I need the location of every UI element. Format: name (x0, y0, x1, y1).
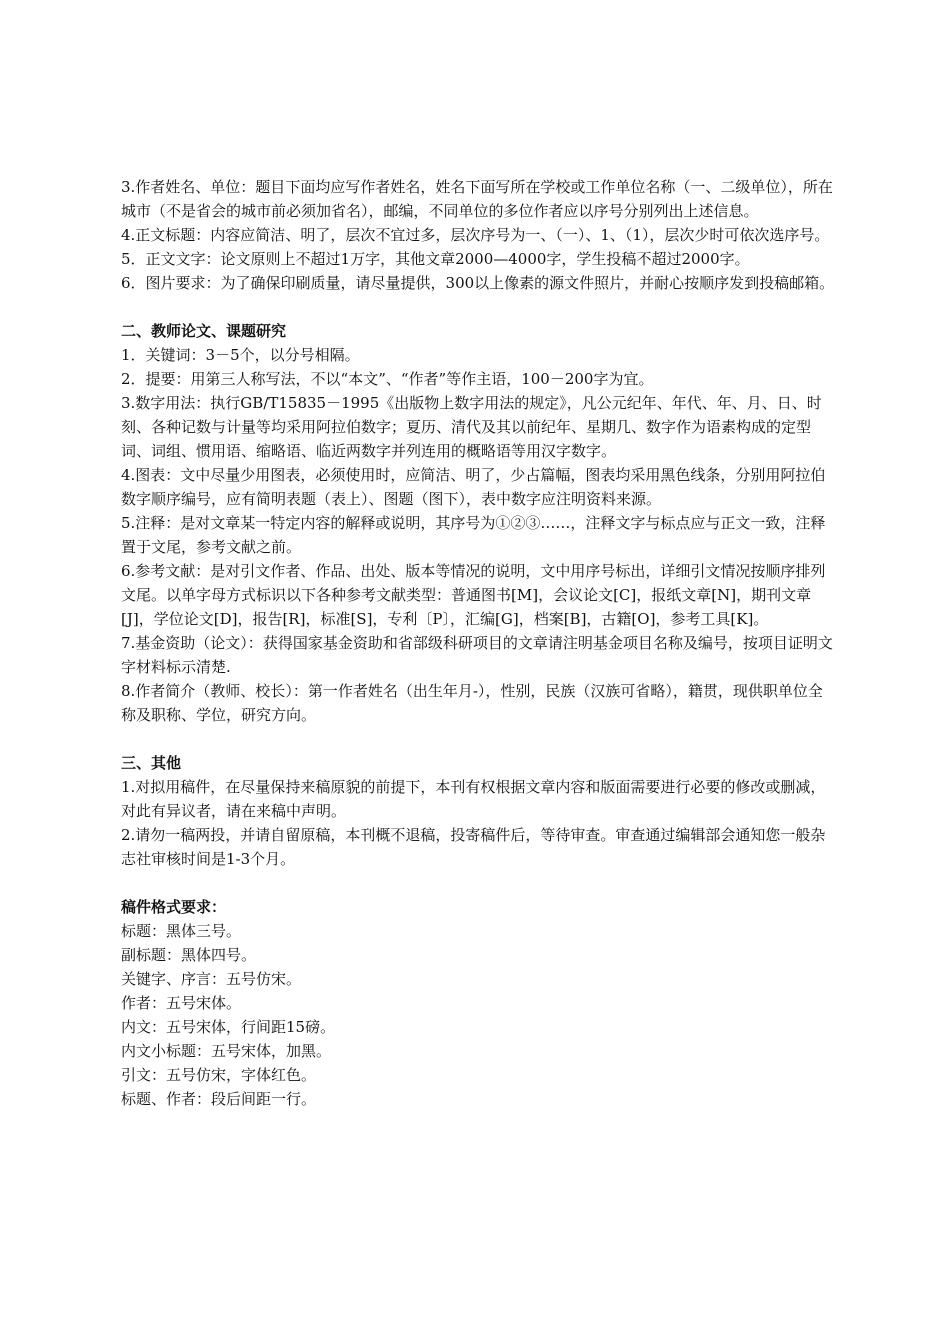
list-item-abstract: 2．提要：用第三人称写法，不以“本文”、“作者”等作主语，100－200字为宜。 (121, 370, 654, 388)
section-spacer (121, 871, 836, 895)
paragraph-body-text: 5．正文文字：论文原则上不超过1万字，其他文章2000—4000字，学生投稿不超过2000字。 (121, 250, 750, 268)
list-item-number-usage: 3.数字用法：执行GB/T15835－1995《出版物上数字用法的规定》，凡公元纪年、年代、年、月、日、时刻、各种记数与计量等均采用阿拉伯数字；夏历、清代及其以前纪年、星期几、数字作为语素构成的定型词、词组、惯用语、缩略语、临近两数字并列连用的概略语等用汉字数字。 (121, 394, 822, 460)
paragraph-image-requirements: 6．图片要求：为了确保印刷质量，请尽量提供，300以上像素的源文件照片，并耐心按顺序发到投稿邮箱。 (121, 274, 835, 292)
section-format-requirements (121, 895, 836, 1111)
list-item-editing-rights: 1.对拟用稿件，在尽量保持来稿原貌的前提下，本刊有权根据文章内容和版面需要进行必要的修改或删减，对此有异议者，请在来稿中声明。 (121, 778, 826, 820)
list-item-figures-tables: 4.图表：文中尽量少用图表，必须使用时，应简洁、明了，少占篇幅，图表均采用黑色线条，分别用阿拉伯数字顺序编号，应有简明表题（表上）、图题（图下），表中数字应注明资料来源。 (121, 466, 826, 508)
list-item-author-bio: 8.作者简介（教师、校长）：第一作者姓名（出生年月-），性别，民族（汉族可省略），籍贯，现供职单位全称及职称、学位，研究方向。 (121, 682, 823, 724)
format-item-quotation: 引文：五号仿宋，字体红色。 (121, 1066, 317, 1084)
paragraph-author-unit: 3.作者姓名、单位：题目下面均应写作者姓名，姓名下面写所在学校或工作单位名称（一、二级单位），所在城市（不是省会的城市前必须加省名），邮编，不同单位的多位作者应以序号分别列出上述信息。 (121, 178, 833, 220)
section-spacer (121, 295, 836, 319)
format-item-body: 内文：五号宋体，行间距15磅。 (121, 1018, 336, 1036)
document-page (121, 175, 836, 1111)
author-and-body-rules (121, 175, 836, 295)
format-item-subtitle: 副标题：黑体四号。 (121, 946, 257, 964)
list-item-keywords: 1．关键词：3－5个，以分号相隔。 (121, 346, 360, 364)
format-item-author: 作者：五号宋体。 (121, 994, 242, 1012)
format-item-title: 标题：黑体三号。 (121, 922, 242, 940)
paragraph-body-headings: 4.正文标题：内容应简洁、明了，层次不宜过多，层次序号为一、（一）、1、（1），层次少时可依次选序号。 (121, 226, 830, 244)
list-item-notes: 5.注释：是对文章某一特定内容的解释或说明，其序号为①②③……，注释文字与标点应与正文一致，注释置于文尾，参考文献之前。 (121, 514, 826, 556)
section-spacer (121, 727, 836, 751)
format-item-spacing: 标题、作者：段后间距一行。 (121, 1090, 317, 1108)
section-teacher-papers (121, 319, 836, 727)
section-heading: 三、其他 (121, 754, 182, 772)
format-item-subheading: 内文小标题：五号宋体，加黑。 (121, 1042, 332, 1060)
list-item-references: 6.参考文献：是对引文作者、作品、出处、版本等情况的说明，文中用序号标出，详细引文情况按顺序排列文尾。以单字母方式标识以下各种参考文献类型：普通图书[M]，会议论文[C]，报纸文章[N]，期刊文章[J]，学位论文[D]，报告[R]，标准[S]，专利〔P〕，汇编[G]，档案[B]，古籍[O]，参考工具[K]。 (121, 562, 826, 628)
section-heading: 稿件格式要求： (121, 898, 227, 916)
format-item-keywords-preface: 关键字、序言：五号仿宋。 (121, 970, 302, 988)
section-other (121, 751, 836, 871)
section-heading: 二、教师论文、课题研究 (121, 322, 287, 340)
list-item-submission-policy: 2.请勿一稿两投，并请自留原稿，本刊概不退稿，投寄稿件后，等待审查。审查通过编辑部会通知您一般杂志社审核时间是1-3个月。 (121, 826, 826, 868)
list-item-funding: 7.基金资助（论文）：获得国家基金资助和省部级科研项目的文章请注明基金项目名称及编号，按项目证明文字材料标示清楚. (121, 634, 833, 676)
